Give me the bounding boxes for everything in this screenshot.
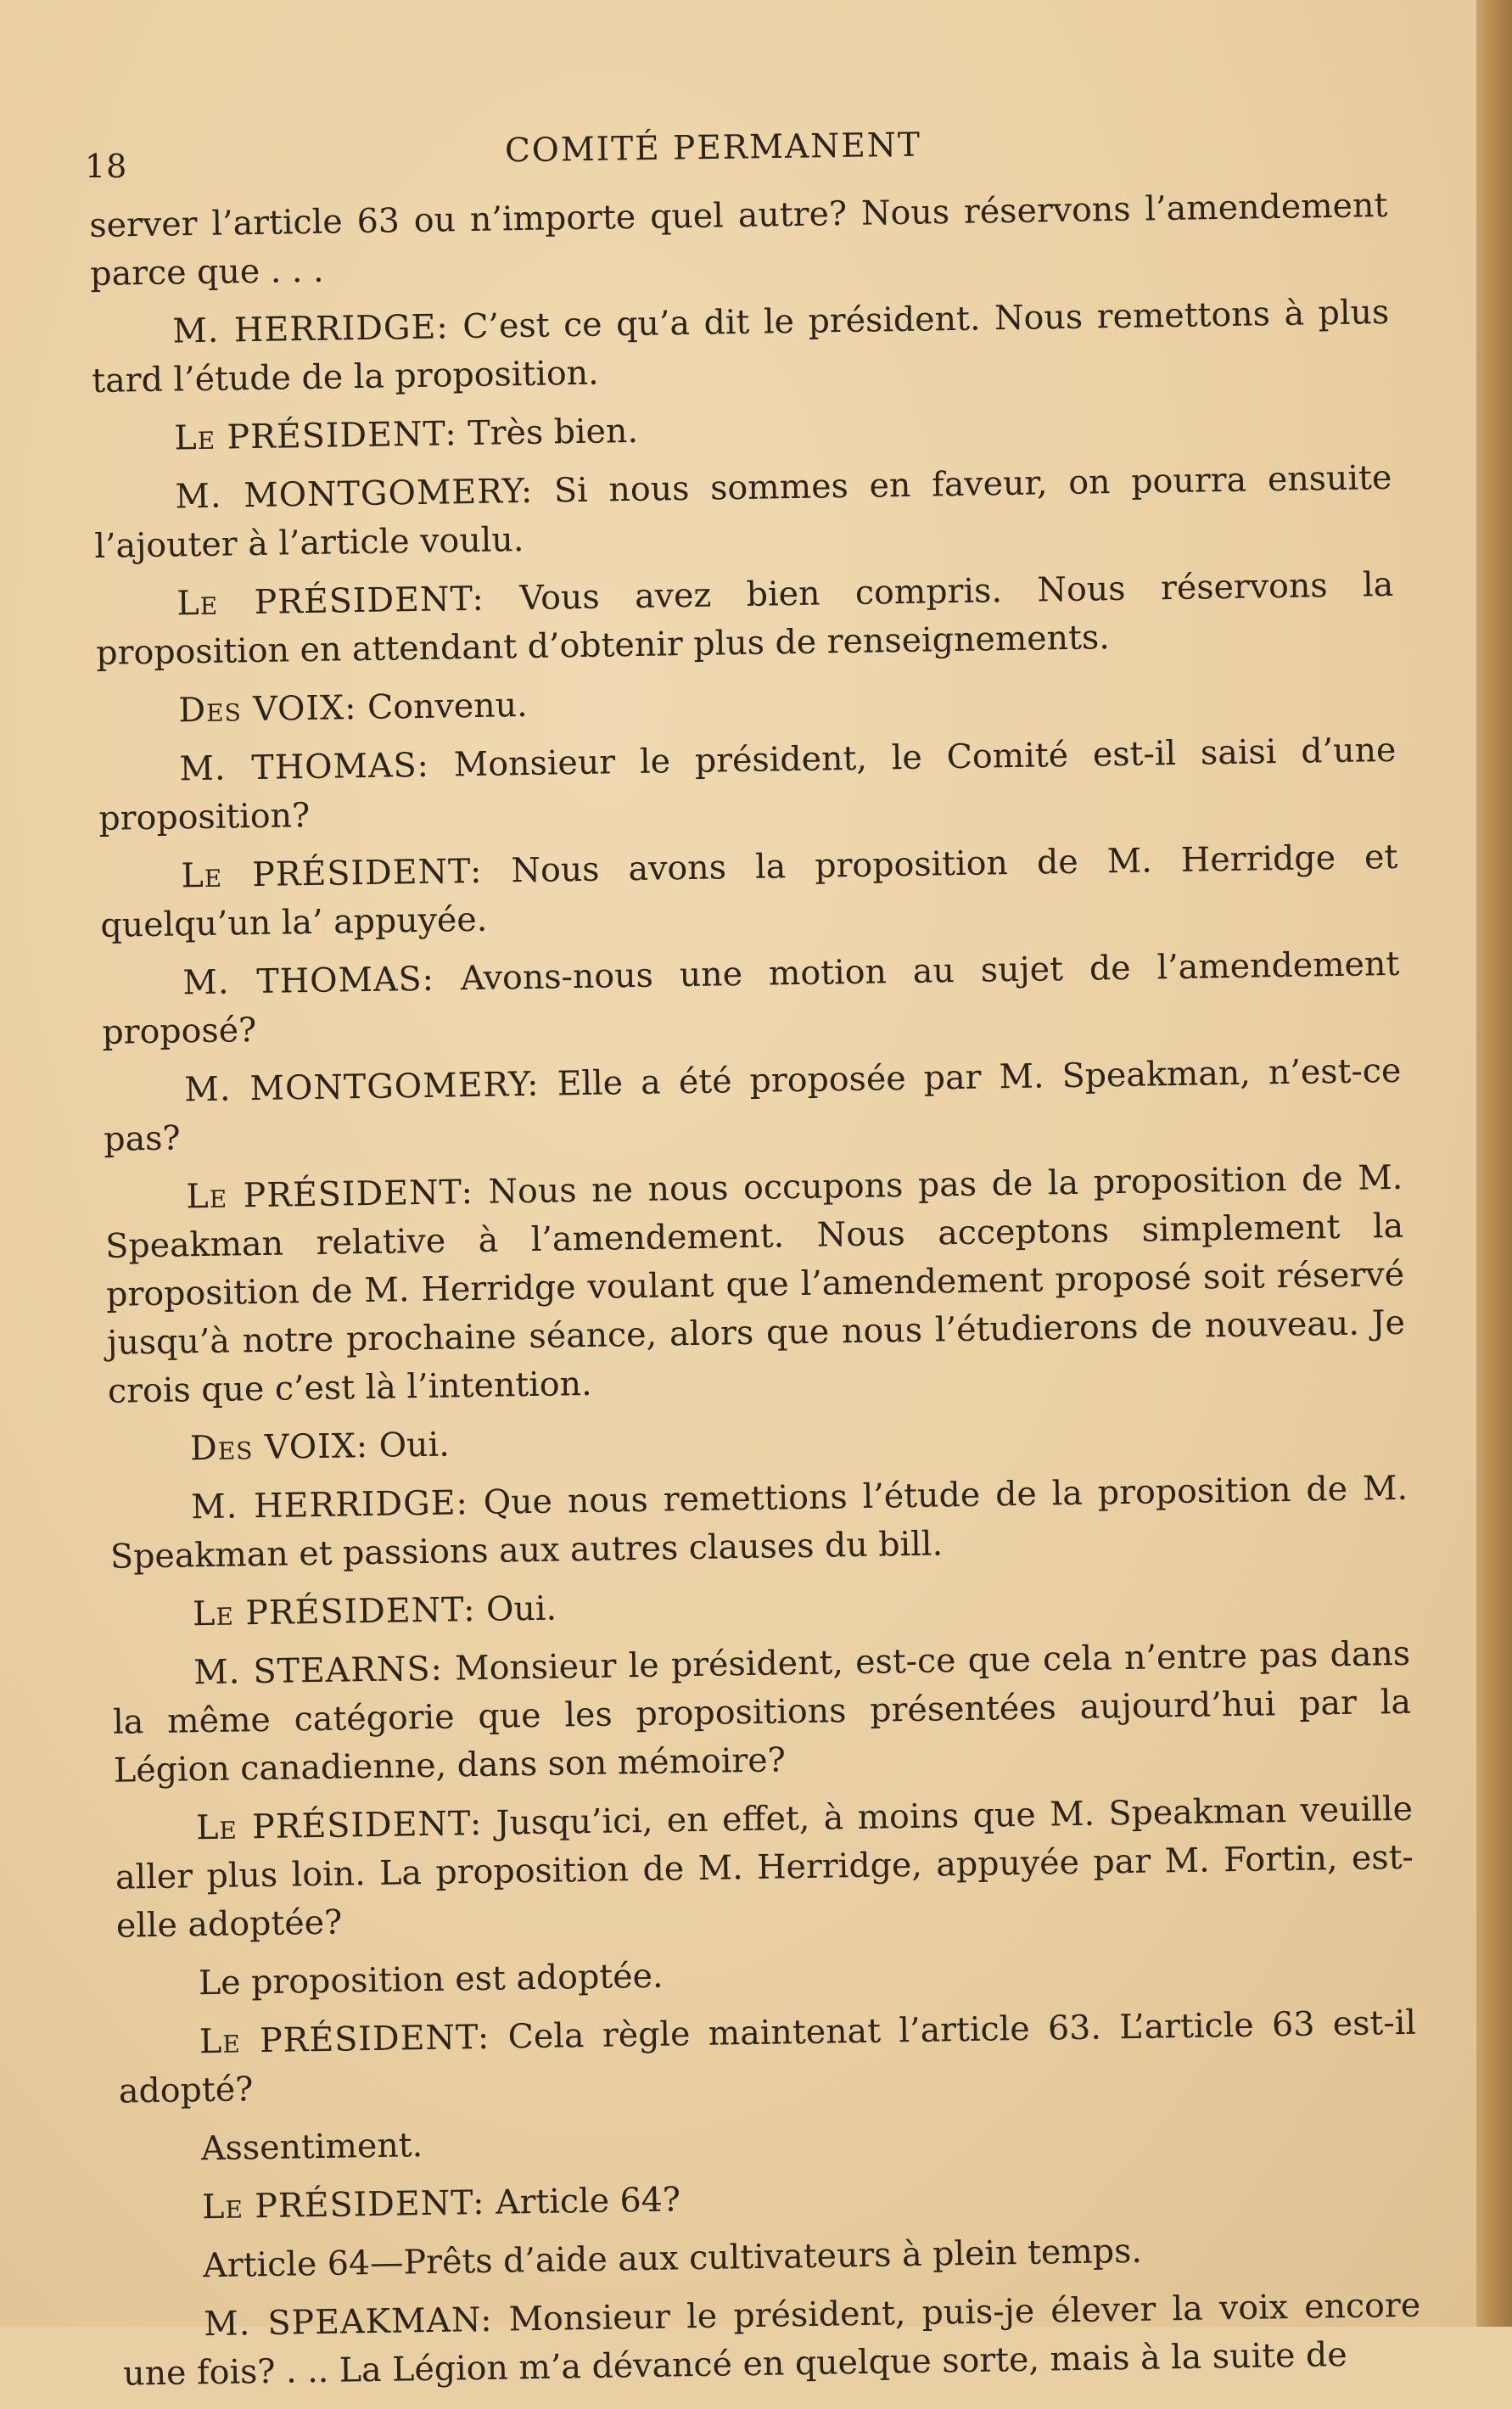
book-spine-edge (1476, 0, 1512, 2327)
paragraph (115, 1785, 1414, 1951)
paragraph (91, 289, 1391, 406)
paragraph-text: Article 64? (495, 2180, 681, 2222)
paragraph-text: Convenu. (367, 685, 528, 727)
paragraph-text: Cela règle maintenat l’article 63. L’article 63 est-il adopté? (118, 2003, 1417, 2111)
paragraph (121, 2223, 1420, 2292)
speaker-label: M. HERRIDGE: (190, 1483, 469, 1527)
paragraph (120, 2106, 1419, 2175)
paragraph-text: Monsieur le président, est-ce que cela n’entre pas dans la même catégorie que les propositions présentées aujourd’hui par la Légion canadienne, dans son mémoire? (112, 1633, 1412, 1790)
speaker-label: Le PRÉSIDENT: (195, 1803, 483, 1848)
body-text (89, 182, 1422, 2409)
paragraph (118, 1999, 1418, 2116)
paragraph (97, 668, 1396, 737)
paragraph (103, 1047, 1403, 1164)
paragraph (122, 2282, 1422, 2399)
paragraph (112, 1630, 1412, 1796)
speaker-label: Le PRÉSIDENT: (186, 1173, 474, 1217)
paragraph-text: C’est ce qu’a dit le président. Nous remettons à plus tard l’étude de la proposition. (91, 292, 1390, 401)
running-head: COMITÉ PERMANENT (504, 126, 922, 171)
paragraph-text: Que nous remettions l’étude de la proposition de M. Speakman et passions aux autres clauses du bill. (109, 1468, 1408, 1577)
speaker-label: Le PRÉSIDENT: (192, 1590, 476, 1634)
paragraph-text: Oui. (485, 1588, 557, 1629)
speaker-label: M. MONTGOMERY: (184, 1064, 540, 1110)
paragraph (99, 833, 1399, 950)
speaker-label: Le PRÉSIDENT: (181, 851, 483, 896)
paragraph-text: Si nous sommes en faveur, on pourra ensuite l’ajouter à l’article voulu. (94, 457, 1392, 566)
speaker-label: Le PRÉSIDENT: (176, 579, 485, 624)
paragraph (92, 395, 1392, 464)
paragraph-text: Vous avez bien compris. Nous réservons la proposition en attendant d’obtenir plus de renseignements. (95, 564, 1394, 673)
paragraph-text: Nous ne nous occupons pas de la proposition de M. Speakman relative à l’amendement. Nous acceptons simplement la proposition de M. Herridge voulant que l’amendement proposé soit réservé jusqu’à notre prochaine séance, alors que nous l’étudierons de nouveau. Je crois que c’est là l’intention. (104, 1157, 1406, 1411)
speaker-label: Le PRÉSIDENT: (199, 2017, 490, 2062)
speaker-label: Des VOIX: (178, 688, 357, 731)
speaker-label: M. HERRIDGE: (172, 307, 450, 351)
speaker-label: Des VOIX: (189, 1426, 369, 1469)
speaker-label: M. THOMAS: (182, 959, 435, 1003)
paragraph (120, 2165, 1420, 2233)
paragraph (95, 561, 1395, 678)
paragraph (89, 182, 1389, 299)
paragraph-text: Monsieur le président, puis-je élever la voix encore une fois? . .. La Légion m’a dévancé en quelque sorte, mais à la suite de (122, 2285, 1421, 2394)
paragraph-text: Oui. (378, 1425, 451, 1465)
speaker-label: M. THOMAS: (179, 745, 430, 789)
paragraph (101, 940, 1401, 1057)
paragraph-text: Nous avons la proposition de M. Herridge et quelqu’un la’ appuyée. (100, 837, 1398, 945)
paragraph (117, 1941, 1416, 2009)
speaker-label: Le PRÉSIDENT: (201, 2182, 485, 2227)
paragraph-text: Article 64—Prêts d’aide aux cultivateurs à plein temps. (202, 2231, 1143, 2286)
paragraph (109, 1406, 1408, 1475)
paragraph (109, 1465, 1409, 1582)
paragraph (111, 1571, 1410, 1640)
paragraph-text: Le proposition est adoptée. (198, 1956, 664, 2003)
paragraph-text: Jusqu’ici, en effet, à moins que M. Speakman veuille aller plus loin. La proposition de M. Herridge, appuyée par M. Fortin, est-elle adoptée? (115, 1789, 1414, 1946)
speaker-label: M. STEARNS: (193, 1649, 444, 1693)
paragraph-text: Elle a été proposée par M. Speakman, n’est-ce pas? (103, 1050, 1402, 1159)
speaker-label: M. SPEAKMAN: (203, 2300, 493, 2345)
paragraph-text: Monsieur le président, le Comité est-il saisi d’une proposition? (98, 730, 1397, 838)
speaker-label: Le PRÉSIDENT: (174, 414, 458, 458)
paragraph-text: Assentiment. (200, 2126, 423, 2169)
paragraph (93, 454, 1393, 571)
speaker-label: M. MONTGOMERY: (175, 471, 534, 517)
page-number: 18 (85, 148, 128, 185)
paragraph (104, 1154, 1406, 1416)
paragraph (98, 726, 1397, 843)
paragraph-text: server l’article 63 ou n’importe quel autre? Nous réservons l’amendement parce que . . . (89, 185, 1388, 294)
paragraph-text: Très bien. (467, 411, 639, 454)
page-header (85, 126, 1375, 185)
paragraph-text: Avons-nous une motion au sujet de l’amendement proposé? (102, 944, 1400, 1052)
